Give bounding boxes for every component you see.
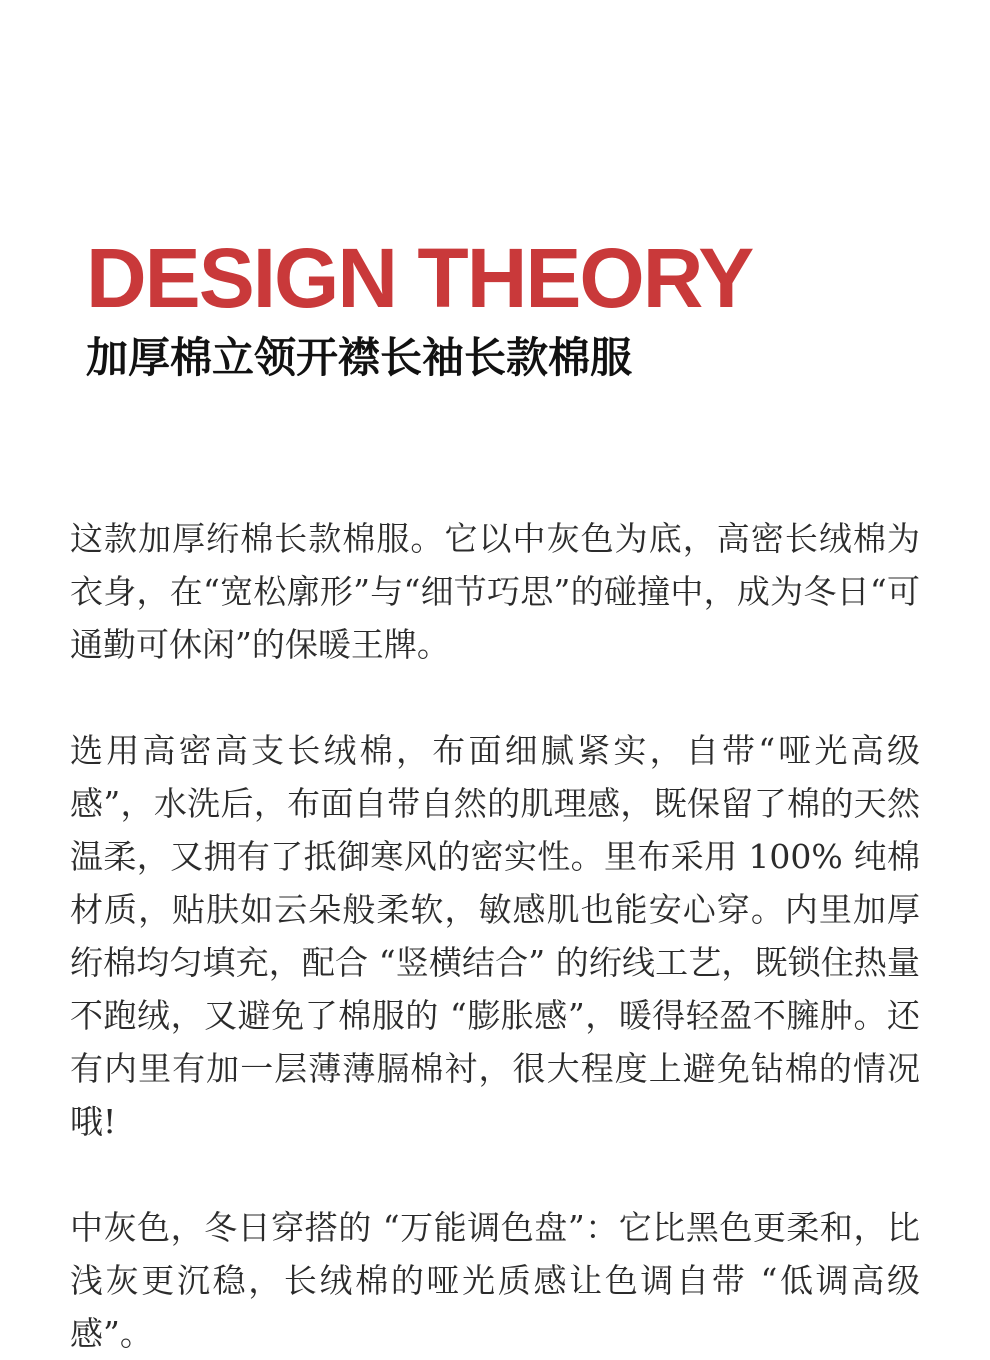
description-body <box>70 512 920 1360</box>
fabric-paragraph: 选用高密高支长绒棉，布面细腻紧实，自带“哑光高级感”，水洗后，布面自带自然的肌理感，既保留了棉的天然温柔，又拥有了抵御寒风的密实性。里布采用 100% 纯棉材质，贴肤如云朵般柔软，敏感肌也能安心穿。内里加厚绗棉均匀填充，配合 “竖横结合” 的绗线工艺，既锁住热量不跑绒，又避免了棉服的 “膨胀感”，暖得轻盈不臃肿。还有内里有加一层薄薄膈棉衬，很大程度上避免钻棉的情况哦! <box>70 731 920 1141</box>
design-theory-title: DESIGN THEORY <box>86 231 753 325</box>
intro-paragraph: 这款加厚绗棉长款棉服。它以中灰色为底，高密长绒棉为衣身，在“宽松廓形”与“细节巧思”的碰撞中，成为冬日“可通勤可休闲”的保暖王牌。 <box>70 519 920 664</box>
product-title: 加厚棉立领开襟长袖长款棉服 <box>86 333 633 382</box>
color-paragraph: 中灰色，冬日穿搭的 “万能调色盘”：它比黑色更柔和，比浅灰更沉稳，长绒棉的哑光质感让色调自带 “低调高级感”。 <box>70 1208 920 1353</box>
